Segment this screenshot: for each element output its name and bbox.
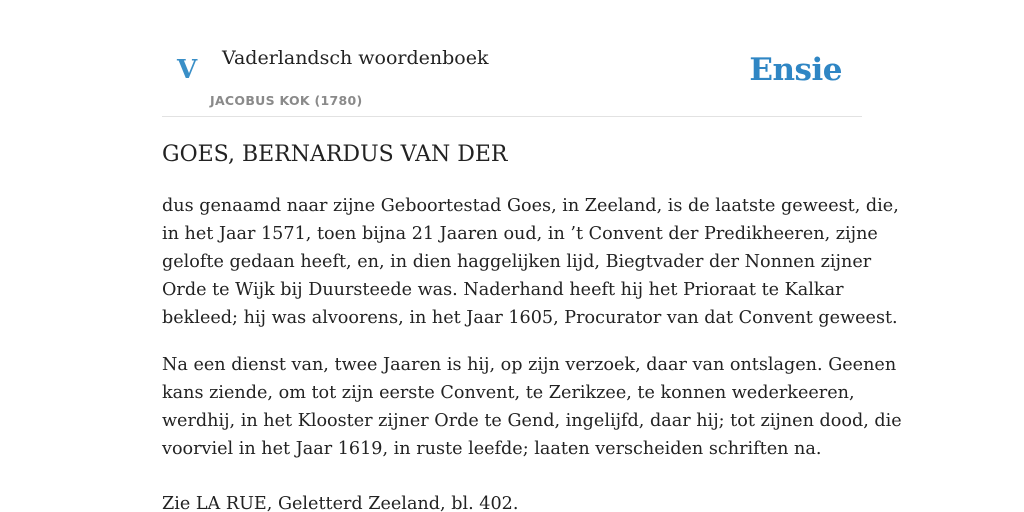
ensie-logo[interactable]: Ensie [749, 52, 842, 88]
book-author: JACOBUS KOK (1780) [210, 93, 363, 108]
paragraph-line: kans ziende, om tot zijn eerste Convent, te Zerikzee, te konnen wederkeeren, [162, 383, 855, 403]
paragraph-line: werdhij, in het Klooster zijner Orde te Gend, ingelijfd, daar hij; tot zijnen dood, die [162, 411, 902, 431]
paragraph-line: dus genaamd naar zijne Geboortestad Goes, in Zeeland, is de laatste geweest, die, [162, 196, 899, 216]
paragraph-line: bekleed; hij was alvoorens, in het Jaar 1605, Procurator van dat Convent geweest. [162, 308, 898, 328]
entry-title: GOES, BERNARDUS VAN DER [162, 142, 508, 167]
header [162, 0, 862, 117]
paragraph-line: gelofte gedaan heeft, en, in dien haggelijken lijd, Biegtvader der Nonnen zijner [162, 252, 872, 272]
paragraph-line: voorviel in het Jaar 1619, in ruste leefde; laaten verscheiden schriften na. [162, 439, 822, 459]
entry-paragraph-1 [162, 192, 899, 332]
entry-reference: Zie LA RUE, Geletterd Zeeland, bl. 402. [162, 494, 519, 512]
paragraph-line: Orde te Wijk bij Duursteede was. Naderhand heeft hij het Prioraat te Kalkar [162, 280, 844, 300]
paragraph-line: in het Jaar 1571, toen bijna 21 Jaaren oud, in ’t Convent der Predikheeren, zijne [162, 224, 878, 244]
book-title[interactable]: Vaderlandsch woordenboek [222, 47, 489, 69]
entry-paragraph-2 [162, 351, 902, 463]
paragraph-line: Na een dienst van, twee Jaaren is hij, op zijn verzoek, daar van ontslagen. Geenen [162, 355, 897, 375]
index-letter[interactable]: V [177, 55, 198, 85]
